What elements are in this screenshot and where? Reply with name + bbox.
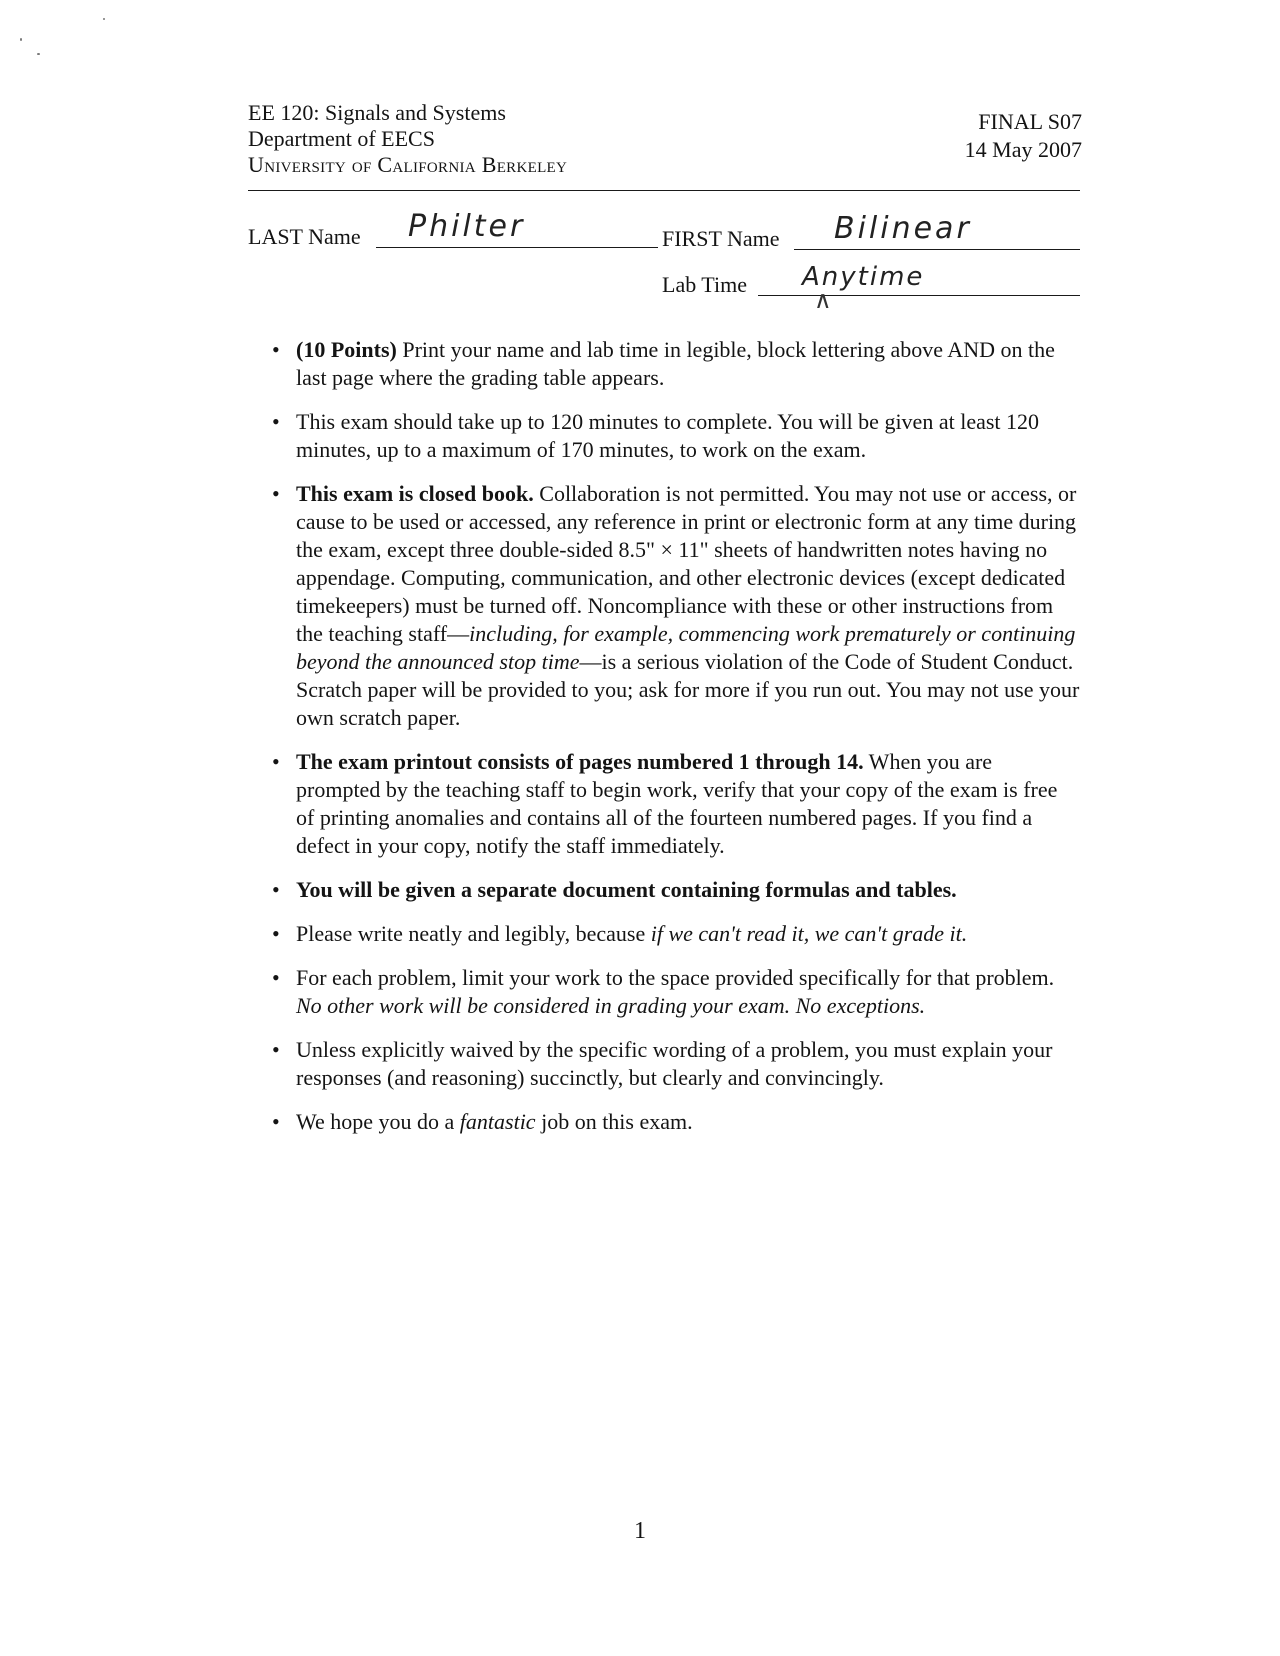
scan-speck <box>20 38 22 41</box>
last-name-label: LAST Name <box>248 224 361 249</box>
department: Department of EECS <box>248 126 435 151</box>
course-title: EE 120: Signals and Systems <box>248 100 506 125</box>
instruction-item: • (10 Points) Print your name and lab time in legible, block lettering above AND on the last page where the grading table appears. <box>272 337 1055 390</box>
instruction-item: • This exam should take up to 120 minutes to complete. You will be given at least 120 minutes, up to a maximum of 170 minutes, to work on the exam. <box>272 409 1040 462</box>
instruction-item: • For each problem, limit your work to the space provided specifically for that problem. No other work will be considered in grading your exam. No exceptions. <box>272 965 1055 1018</box>
bullet-icon: • <box>272 749 280 774</box>
lab-time-line <box>758 295 1080 296</box>
last-name-line <box>376 247 658 248</box>
bullet-icon: • <box>272 337 280 362</box>
lab-time-handwritten: Anytime <box>802 262 925 292</box>
university: University of California Berkeley <box>248 152 568 177</box>
instruction-item: • You will be given a separate document containing formulas and tables. <box>272 877 957 902</box>
instruction-item: • We hope you do a fantastic job on this exam. <box>272 1109 693 1134</box>
bullet-icon: • <box>272 965 280 990</box>
lab-time-label: Lab Time <box>662 272 747 297</box>
bullet-icon: • <box>272 877 280 902</box>
bullet-icon: • <box>272 1109 280 1134</box>
exam-date: 14 May 2007 <box>964 137 1082 162</box>
last-name-field[interactable] <box>248 210 658 250</box>
first-name-handwritten: Bilinear <box>834 211 972 246</box>
instruction-item: • Please write neatly and legibly, because if we can't read it, we can't grade it. <box>272 921 968 946</box>
page-number: 1 <box>634 1518 646 1544</box>
first-name-field[interactable] <box>662 212 1080 252</box>
instruction-item: • The exam printout consists of pages numbered 1 through 14. When you are prompted by the teaching staff to begin work, verify that your copy of the exam is free of printing anomalies and contains all of the fourteen numbered pages. If you find a defect in your copy, notify the staff immediately. <box>272 749 1058 858</box>
insertion-caret-mark: ∧ <box>814 286 832 314</box>
last-name-handwritten: Philter <box>408 209 526 244</box>
first-name-line <box>794 249 1080 250</box>
instruction-item: • Unless explicitly waived by the specific wording of a problem, you must explain your responses (and reasoning) succinctly, but clearly and convincingly. <box>272 1037 1053 1090</box>
exam-name: FINAL S07 <box>978 109 1082 134</box>
scan-speck <box>37 53 40 55</box>
bullet-icon: • <box>272 921 280 946</box>
scan-speck <box>103 18 105 20</box>
first-name-label: FIRST Name <box>662 226 780 251</box>
bullet-icon: • <box>272 409 280 434</box>
course-header <box>248 100 567 178</box>
bullet-icon: • <box>272 1037 280 1062</box>
header-divider <box>248 190 1080 191</box>
bullet-icon: • <box>272 481 280 506</box>
instruction-item: • This exam is closed book. Collaboration is not permitted. You may not use or access, or cause to be used or accessed, any reference in print or electronic form at any time during the exam, except three double-sided 8.5" × 11" sheets of handwritten notes having no appendage. Computing, communication, and other electronic devices (except dedicated timekeepers) must be turned off. Noncompliance with these or other instructions from the teaching staff—including, for example, commencing work prematurely or continuing beyond the announced stop time—is a serious violation of the Code of Student Conduct. Scratch paper will be provided to you; ask for more if you run out. You may not use your own scratch paper. <box>272 481 1080 730</box>
exam-header <box>965 108 1082 164</box>
lab-time-field[interactable] <box>662 258 1080 298</box>
instructions-list <box>272 336 1080 1152</box>
